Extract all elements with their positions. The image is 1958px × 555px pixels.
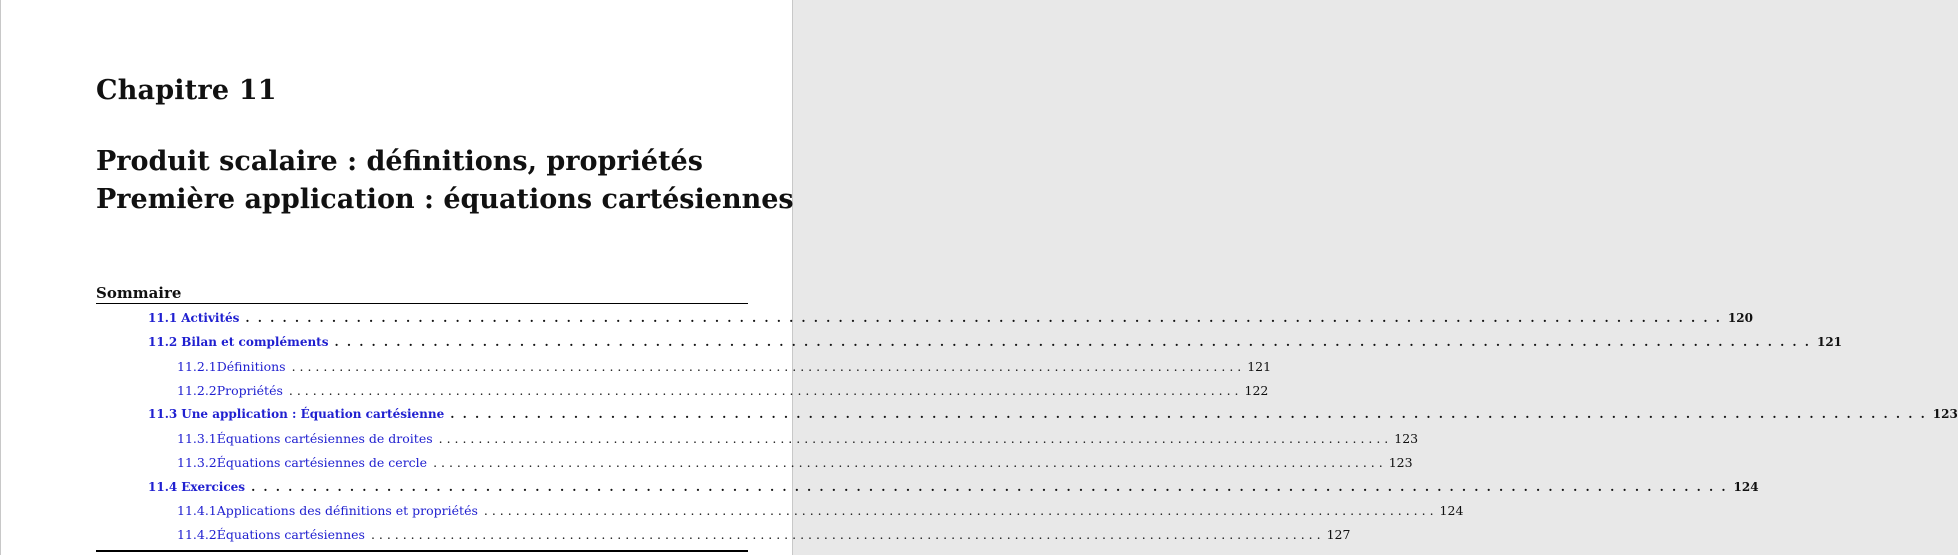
toc-entry-title: Exercices (181, 479, 246, 494)
toc-entry-number: 11.4.2 (177, 527, 217, 543)
toc-leader-dots: . . . . . . . . . . . . . . . . . . . . . . . . . . . . . . . . . . . . . . . . . . . . . . . . . . . . . . . . . . . . . . . . . . . . . . . . . . . . . . . . . . . . . . . . . . . . . . . . . . . . . . . . . . . . . . . . . . . . . . . . (245, 311, 1722, 326)
toc-entry-title: Activités (181, 311, 240, 326)
toc-entry-number: 11.3.2 (177, 455, 217, 471)
toc-page-number: 122 (1244, 382, 1269, 398)
toc-leader-dots: . . . . . . . . . . . . . . . . . . . . . . . . . . . . . . . . . . . . . . . . . . . . . . . . . . . . . . . . . . . . . . . . . . . . . . . . . . . . . . . . . . . . . . . . . . . . . . . . . . . . . . . . . . . . . . . . . . . . . . . . (438, 431, 1389, 447)
toc-page-number: 121 (1816, 335, 1843, 350)
toc-leader-dots: . . . . . . . . . . . . . . . . . . . . . . . . . . . . . . . . . . . . . . . . . . . . . . . . . . . . . . . . . . . . . . . . . . . . . . . . . . . . . . . . . . . . . . . . . . . . . . . . . . . . . . . . . . . . . . . . . . . . . . . . (450, 407, 1927, 422)
toc-entry-number: 11.4.1 (177, 503, 217, 519)
toc-entry-title: Équations cartésiennes de droites (216, 431, 433, 447)
toc-section-link[interactable] (96, 330, 1843, 354)
toc-page-number: 124 (1733, 479, 1759, 494)
toc-subsection-link[interactable] (96, 378, 1269, 402)
toc-leader-dots: . . . . . . . . . . . . . . . . . . . . . . . . . . . . . . . . . . . . . . . . . . . . . . . . . . . . . . . . . . . . . . . . . . . . . . . . . . . . . . . . . . . . . . . . . . . . . . . . . . . . . . . . . . . . . . . . . . . . . . . . (370, 527, 1321, 543)
chapter-title-line-1: Produit scalaire : définitions, propriétés (96, 146, 703, 177)
toc-subsection-link[interactable] (96, 354, 1272, 378)
toc-leader-dots: . . . . . . . . . . . . . . . . . . . . . . . . . . . . . . . . . . . . . . . . . . . . . . . . . . . . . . . . . . . . . . . . . . . . . . . . . . . . . . . . . . . . . . . . . . . . . . . . . . . . . . . . . . . . . . . . . . . . . . . . (251, 479, 1728, 494)
toc-leader-dots: . . . . . . . . . . . . . . . . . . . . . . . . . . . . . . . . . . . . . . . . . . . . . . . . . . . . . . . . . . . . . . . . . . . . . . . . . . . . . . . . . . . . . . . . . . . . . . . . . . . . . . . . . . . . . . . . . . . . . . . . (291, 358, 1242, 374)
toc-page-number: 121 (1247, 358, 1272, 374)
toc-leader-dots: . . . . . . . . . . . . . . . . . . . . . . . . . . . . . . . . . . . . . . . . . . . . . . . . . . . . . . . . . . . . . . . . . . . . . . . . . . . . . . . . . . . . . . . . . . . . . . . . . . . . . . . . . . . . . . . . . . . . . . . . (288, 382, 1239, 398)
toc-entry-number: 11.3.1 (177, 431, 217, 447)
table-of-contents (96, 283, 1958, 547)
toc-entry-number: 11.2.1 (177, 358, 217, 374)
chapter-title-line-2: Première application : équations cartésiennes (96, 184, 794, 215)
toc-subsection-link[interactable] (96, 451, 1413, 475)
toc-page-number: 123 (1388, 455, 1413, 471)
toc-section-link[interactable] (96, 306, 1753, 330)
toc-page-number: 127 (1326, 527, 1351, 543)
toc-entry-number: 11.2.2 (177, 382, 217, 398)
toc-entry-title: Bilan et compléments (181, 335, 329, 350)
toc-entry-title: Applications des définitions et propriétés (216, 503, 478, 519)
toc-entry-number: 11.3 (148, 407, 178, 422)
toc-section-link[interactable] (96, 402, 1958, 426)
toc-entry-title: Équations cartésiennes de cercle (216, 455, 428, 471)
toc-page-number: 120 (1727, 311, 1753, 326)
toc-section-link[interactable] (96, 475, 1759, 499)
toc-entry-number: 11.1 (148, 311, 178, 326)
toc-page-number: 124 (1439, 503, 1464, 519)
toc-leader-dots: . . . . . . . . . . . . . . . . . . . . . . . . . . . . . . . . . . . . . . . . . . . . . . . . . . . . . . . . . . . . . . . . . . . . . . . . . . . . . . . . . . . . . . . . . . . . . . . . . . . . . . . . . . . . . . . . . . . . . . . . (334, 335, 1811, 350)
toc-subsection-link[interactable] (96, 523, 1351, 547)
toc-leader-dots: . . . . . . . . . . . . . . . . . . . . . . . . . . . . . . . . . . . . . . . . . . . . . . . . . . . . . . . . . . . . . . . . . . . . . . . . . . . . . . . . . . . . . . . . . . . . . . . . . . . . . . . . . . . . . . . . . . . . . . . . (433, 455, 1383, 471)
toc-bottom-rule (96, 550, 748, 552)
toc-page-number: 123 (1932, 407, 1958, 422)
toc-entry-title: Équations cartésiennes (216, 527, 365, 543)
toc-subsection-link[interactable] (96, 499, 1464, 523)
toc-leader-dots: . . . . . . . . . . . . . . . . . . . . . . . . . . . . . . . . . . . . . . . . . . . . . . . . . . . . . . . . . . . . . . . . . . . . . . . . . . . . . . . . . . . . . . . . . . . . . . . . . . . . . . . . . . . . . . . . . . . . . . . . (483, 503, 1434, 519)
chapter-title (96, 143, 794, 219)
chapter-label: Chapitre 11 (96, 75, 277, 106)
toc-entry-title: Propriétés (216, 382, 283, 398)
toc-entry-title: Définitions (216, 358, 286, 374)
toc-entry-number: 11.4 (148, 479, 178, 494)
toc-entry-title: Une application : Équation cartésienne (181, 407, 445, 422)
toc-subsection-link[interactable] (96, 426, 1419, 450)
toc-page-number: 123 (1394, 431, 1419, 447)
toc-list (96, 306, 1958, 547)
toc-entry-number: 11.2 (148, 335, 178, 350)
toc-heading: Sommaire (96, 283, 748, 304)
